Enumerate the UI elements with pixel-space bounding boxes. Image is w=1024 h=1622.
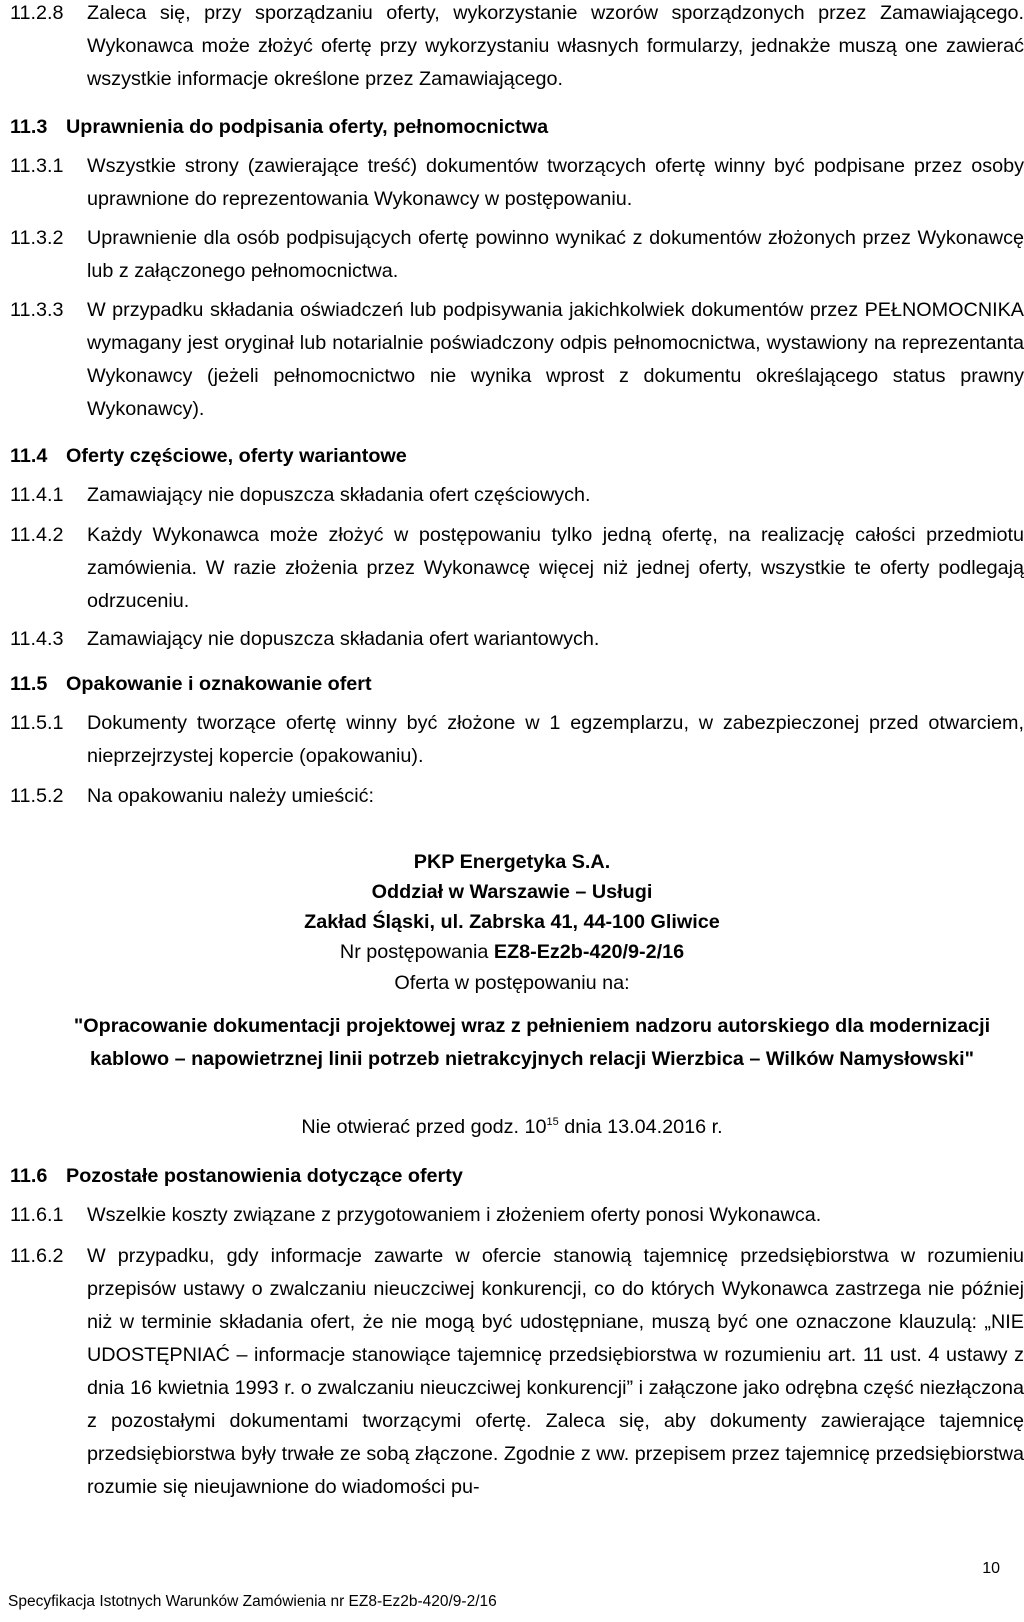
paragraph-11-3-1 xyxy=(10,150,1024,216)
heading-number: 11.4 xyxy=(10,445,48,467)
section-heading-11-5 xyxy=(10,668,372,701)
paragraph-text: Wszystkie strony (zawierające treść) dokumentów tworzących ofertę winny być podpisane przez osoby uprawnione do reprezentowania Wykonawcy w postępowaniu. xyxy=(87,155,1024,210)
paragraph-text: Zamawiający nie dopuszcza składania ofert wariantowych. xyxy=(87,628,600,650)
section-heading-11-4 xyxy=(10,440,407,473)
heading-text: Opakowanie i oznakowanie ofert xyxy=(66,673,372,695)
procedure-number: EZ8-Ez2b-420/9-2/16 xyxy=(493,941,685,963)
paragraph-text: Zaleca się, przy sporządzaniu oferty, wykorzystanie wzorów sporządzonych przez Zamawiającego. Wykonawca może złożyć ofertę przy wykorzystaniu własnych formularzy, jednakże muszą one zawierać wszystkie informacje określone przez Zamawiającego. xyxy=(87,2,1024,90)
heading-text: Pozostałe postanowienia dotyczące oferty xyxy=(66,1165,463,1187)
paragraph-11-6-2 xyxy=(10,1240,1024,1504)
procedure-number-line xyxy=(0,937,1024,967)
paragraph-text: Dokumenty tworzące ofertę winny być złożone w 1 egzemplarzu, w zabezpieczonej przed otwarciem, nieprzejrzystej kopercie (opakowaniu). xyxy=(87,712,1024,767)
branch-name: Oddział w Warszawie – Usługi xyxy=(371,881,653,903)
section-heading-11-6 xyxy=(10,1160,463,1193)
paragraph-text: Na opakowaniu należy umieścić: xyxy=(87,785,374,807)
paragraph-11-3-3 xyxy=(10,294,1024,426)
paragraph-11-5-1 xyxy=(10,707,1024,773)
paragraph-number: 11.3.1 xyxy=(10,155,64,177)
paragraph-text: Uprawnienie dla osób podpisujących ofertę powinno wynikać z dokumentów złożonych przez Wykonawcę lub z załączonego pełnomocnictwa. xyxy=(87,227,1024,282)
page-number: 10 xyxy=(982,1560,1000,1577)
offer-label: Oferta w postępowaniu na: xyxy=(394,972,630,994)
paragraph-number: 11.6.2 xyxy=(10,1245,64,1267)
page-footer: Specyfikacja Istotnych Warunków Zamówienia nr EZ8-Ez2b-420/9-2/16 xyxy=(8,1593,497,1610)
paragraph-11-5-2 xyxy=(10,780,1024,813)
heading-number: 11.6 xyxy=(10,1165,48,1187)
heading-number: 11.3 xyxy=(10,116,48,138)
paragraph-text: W przypadku, gdy informacje zawarte w ofercie stanowią tajemnicę przedsiębiorstwa w rozumieniu przepisów ustawy o zwalczaniu nieuczciwej konkurencji, co do których Wykonawca zastrzega nie później niż w terminie składania ofert, że nie mogą być udostępniane, muszą być one oznaczone klauzulą: „NIE UDOSTĘPNIAĆ – informacje stanowiące tajemnicę przedsiębiorstwa w rozumieniu art. 11 ust. 4 ustawy z dnia 16 kwietnia 1993 r. o zwalczaniu nieuczciwej konkurencji” i załączone jako odrębna część niezłączona z pozostałymi dokumentami tworzącymi ofertę. Zaleca się, aby dokumenty zawierające tajemnicę przedsiębiorstwa były trwałe ze sobą złączone. Zgodnie z ww. przepisem przez tajemnicę przedsiębiorstwa rozumie się nieujawnione do wiadomości pu- xyxy=(87,1245,1024,1498)
paragraph-number: 11.5.1 xyxy=(10,712,64,734)
paragraph-number: 11.3.2 xyxy=(10,227,64,249)
paragraph-11-4-1 xyxy=(10,479,1024,512)
heading-number: 11.5 xyxy=(10,673,48,695)
paragraph-text: Wszelkie koszty związane z przygotowaniem i złożeniem oferty ponosi Wykonawca. xyxy=(87,1204,822,1226)
paragraph-number: 11.4.3 xyxy=(10,628,64,650)
paragraph-text: Zamawiający nie dopuszcza składania ofert częściowych. xyxy=(87,484,591,506)
heading-text: Uprawnienia do podpisania oferty, pełnomocnictwa xyxy=(66,116,549,138)
opening-date-suffix: dnia 13.04.2016 r. xyxy=(558,1116,723,1138)
company-name: PKP Energetyka S.A. xyxy=(413,851,611,873)
paragraph-11-4-2 xyxy=(10,519,1024,618)
envelope-address xyxy=(0,847,1024,967)
paragraph-number: 11.5.2 xyxy=(10,785,64,807)
paragraph-number: 11.2.8 xyxy=(10,2,64,24)
opening-date-prefix: Nie otwierać przed godz. 10 xyxy=(301,1116,547,1138)
paragraph-number: 11.6.1 xyxy=(10,1204,64,1226)
paragraph-11-2-8 xyxy=(10,0,1024,96)
opening-date xyxy=(0,1112,1024,1142)
paragraph-text: W przypadku składania oświadczeń lub podpisywania jakichkolwiek dokumentów przez PEŁNOMOCNIKA wymagany jest oryginał lub notarialnie poświadczony odpis pełnomocnictwa, wystawiony na reprezentanta Wykonawcy (jeżeli pełnomocnictwo nie wynika wprost z dokumentu określającego status prawny Wykonawcy). xyxy=(87,299,1024,420)
heading-text: Oferty częściowe, oferty wariantowe xyxy=(66,445,407,467)
procedure-label: Nr postępowania xyxy=(339,941,494,963)
section-heading-11-3 xyxy=(10,111,548,144)
paragraph-number: 11.4.1 xyxy=(10,484,64,506)
paragraph-11-6-1 xyxy=(10,1199,1024,1232)
opening-time-minutes: 15 xyxy=(546,1116,559,1128)
plant-address: Zakład Śląski, ul. Zabrska 41, 44-100 Gliwice xyxy=(304,911,720,933)
paragraph-number: 11.4.2 xyxy=(10,524,64,546)
tender-title: "Opracowanie dokumentacji projektowej wraz z pełnieniem nadzoru autorskiego dla modernizacji kablowo – napowietrznej linii potrzeb nietrakcyjnych relacji Wierzbica – Wilków Namysłowski" xyxy=(73,1015,991,1070)
paragraph-text: Każdy Wykonawca może złożyć w postępowaniu tylko jedną ofertę, na realizację całości przedmiotu zamówienia. W razie złożenia przez Wykonawcę więcej niż jednej oferty, wszystkie te oferty podlegają odrzuceniu. xyxy=(87,524,1024,612)
paragraph-11-4-3 xyxy=(10,623,1024,656)
paragraph-11-3-2 xyxy=(10,222,1024,288)
paragraph-number: 11.3.3 xyxy=(10,299,64,321)
